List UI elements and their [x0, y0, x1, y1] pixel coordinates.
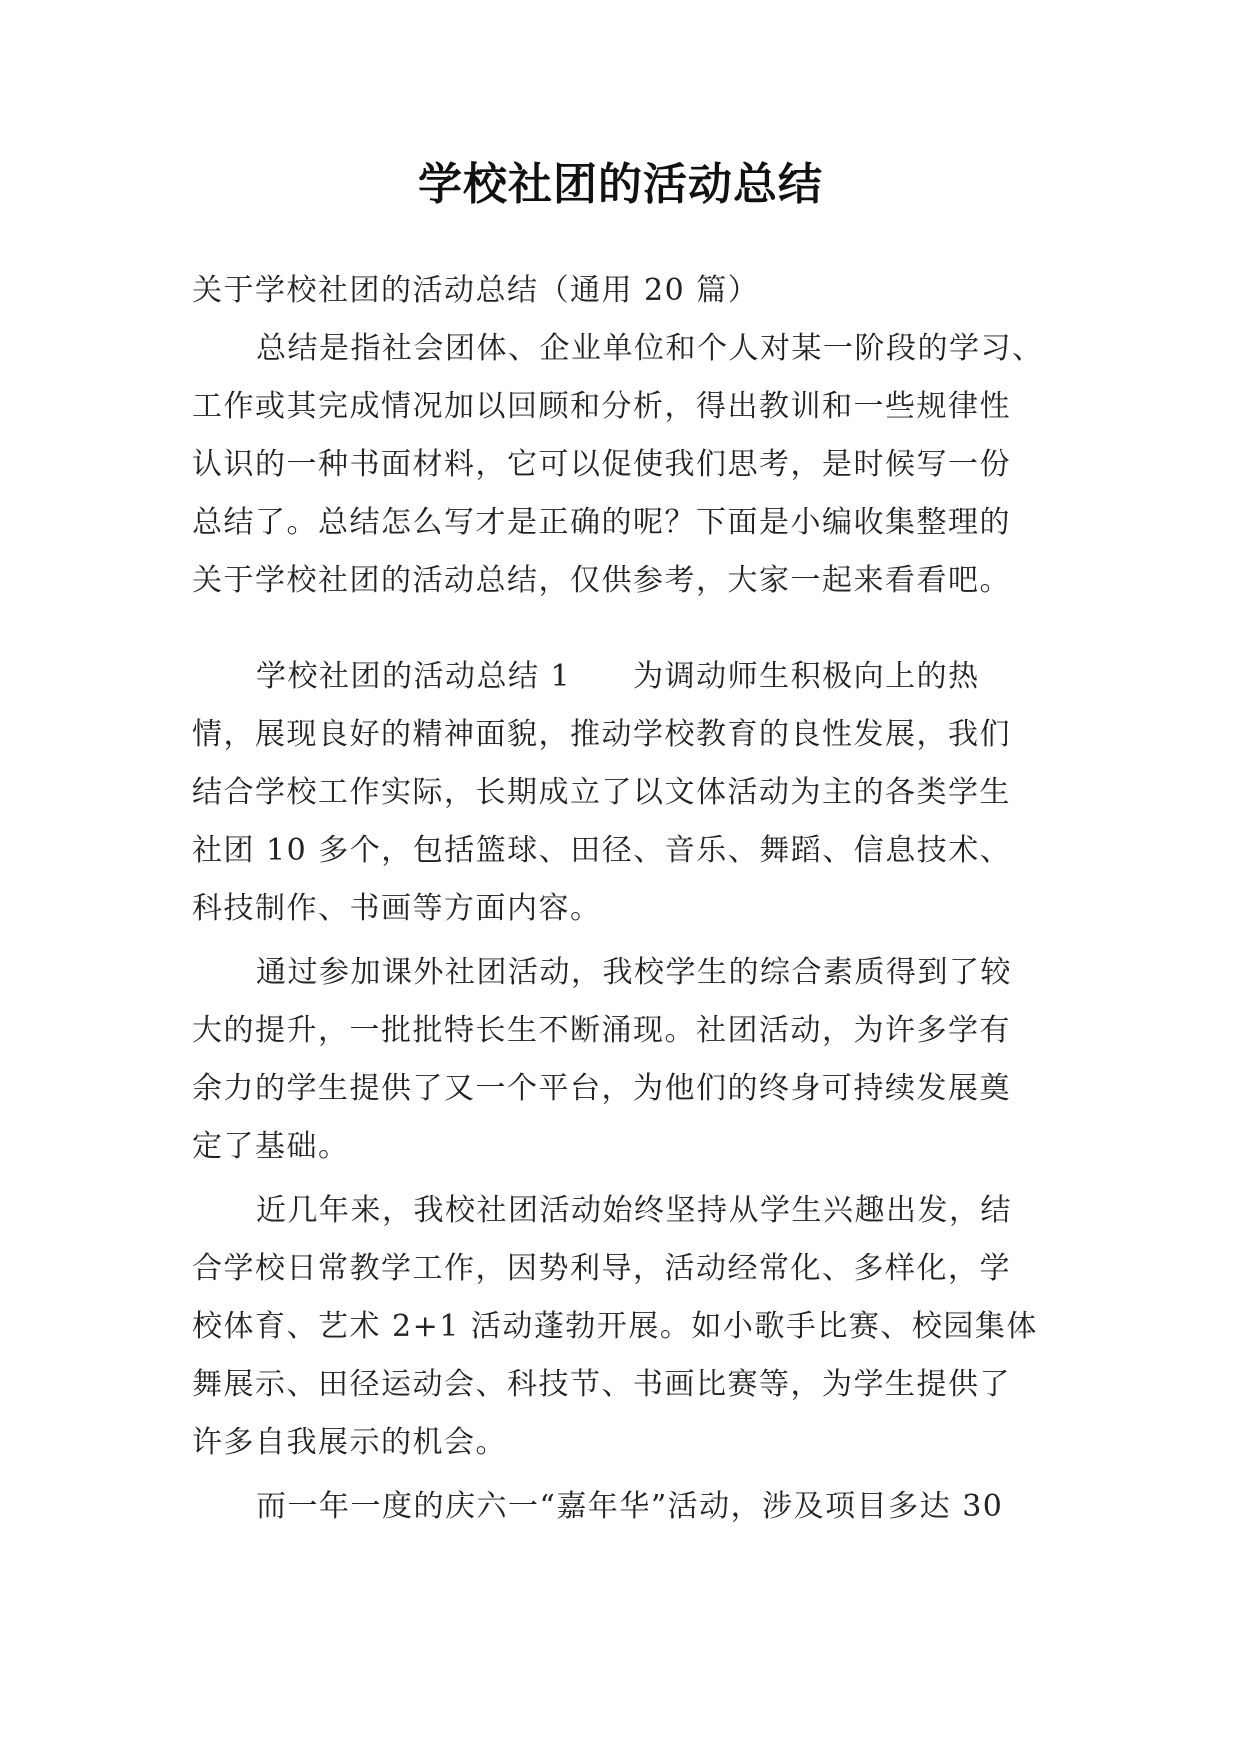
paragraph-3 — [192, 1182, 1072, 1472]
document-subtitle: 关于学校社团的活动总结（通用 20 篇） — [192, 273, 760, 308]
paragraph-line: 认识的一种书面材料，它可以促使我们思考，是时候写一份 — [192, 447, 1011, 482]
section-heading-tail: 为调动师生积极向上的热 — [633, 659, 980, 694]
paragraph-line: 社团 10 多个，包括篮球、田径、音乐、舞蹈、信息技术、 — [192, 833, 1012, 868]
paragraph-line: 通过参加课外社团活动，我校学生的综合素质得到了较 — [256, 955, 1012, 990]
paragraph-line: 合学校日常教学工作，因势利导，活动经常化、多样化，学 — [192, 1251, 1011, 1286]
paragraph-line: 结合学校工作实际，长期成立了以文体活动为主的各类学生 — [192, 775, 1011, 810]
paragraph-2 — [192, 944, 1072, 1176]
section-1-paragraph — [192, 648, 1072, 938]
paragraph-line: 总结是指社会团体、企业单位和个人对某一阶段的学习、 — [256, 331, 1044, 366]
paragraph-line: 大的提升，一批批特长生不断涌现。社团活动，为许多学有 — [192, 1013, 1011, 1048]
section-heading-line — [192, 648, 1072, 706]
paragraph-line: 舞展示、田径运动会、科技节、书画比赛等，为学生提供了 — [192, 1367, 1011, 1402]
section-gap — [192, 610, 1072, 648]
paragraph-line: 关于学校社团的活动总结，仅供参考，大家一起来看看吧。 — [192, 563, 1011, 598]
paragraph-line: 近几年来，我校社团活动始终坚持从学生兴趣出发，结 — [256, 1193, 1012, 1228]
paragraph-4 — [192, 1478, 1072, 1536]
paragraph-line: 科技制作、书画等方面内容。 — [192, 891, 602, 926]
document-title: 学校社团的活动总结 — [418, 159, 823, 210]
paragraph-line: 情，展现良好的精神面貌，推动学校教育的良性发展，我们 — [192, 717, 1011, 752]
paragraph-line: 定了基础。 — [192, 1129, 350, 1164]
paragraph-line: 而一年一度的庆六一“嘉年华”活动，涉及项目多达 30 — [256, 1489, 1004, 1524]
paragraph-line: 余力的学生提供了又一个平台，为他们的终身可持续发展奠 — [192, 1071, 1011, 1106]
paragraph-line: 许多自我展示的机会。 — [192, 1425, 507, 1460]
paragraph-line: 总结了。总结怎么写才是正确的呢？下面是小编收集整理的 — [192, 505, 1011, 540]
intro-paragraph — [192, 320, 1072, 610]
section-heading: 学校社团的活动总结 1 — [256, 659, 572, 694]
paragraph-line: 工作或其完成情况加以回顾和分析，得出教训和一些规律性 — [192, 389, 1011, 424]
document-body — [192, 262, 1072, 1536]
paragraph-line: 校体育、艺术 2+1 活动蓬勃开展。如小歌手比赛、校园集体 — [192, 1309, 1038, 1344]
